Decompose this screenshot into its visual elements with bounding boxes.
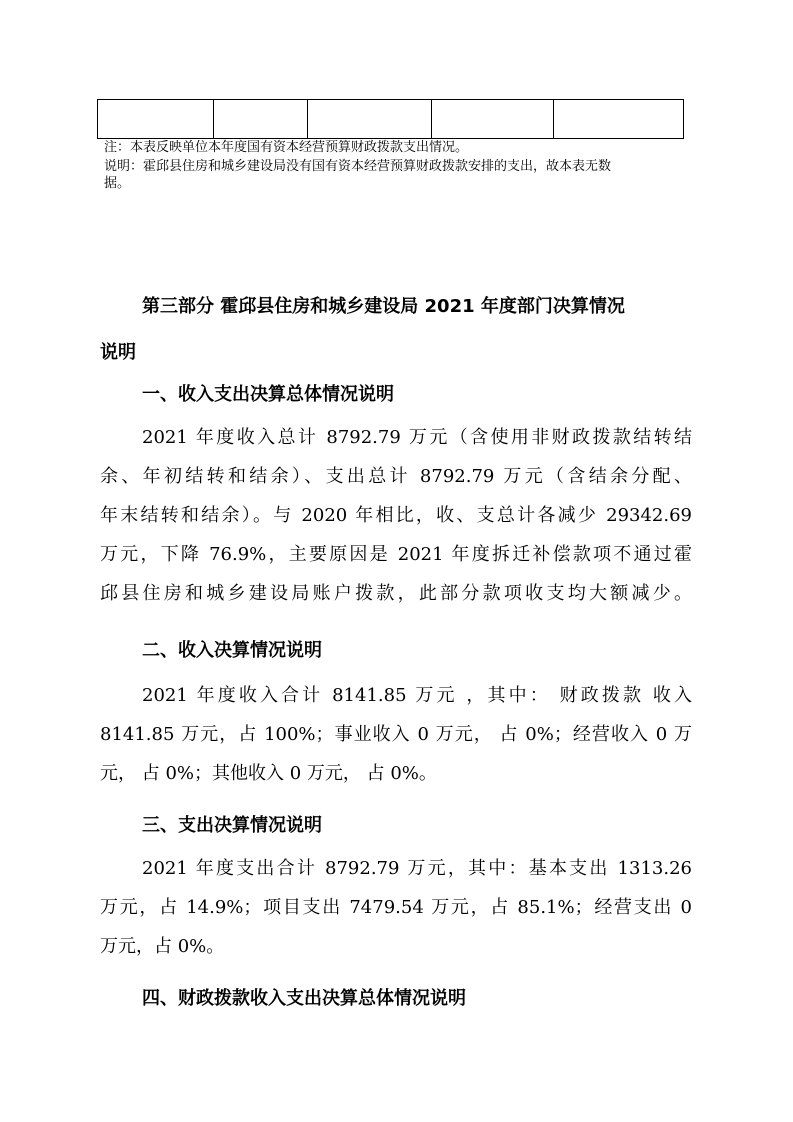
table-explanation-line-1: 说明：霍邱县住房和城乡建设局没有国有资本经营预算财政拨款安排的支出，故本表无数 (104, 159, 612, 174)
table-cell (214, 100, 308, 138)
part-title-line-2: 说明 (100, 342, 136, 363)
part-title-line-1: 第三部分 霍邱县住房和城乡建设局 2021 年度部门决算情况 (142, 296, 625, 317)
section-heading: 一、收入支出决算总体情况说明 (142, 384, 394, 405)
section-heading: 四、财政拨款收入支出决算总体情况说明 (142, 988, 466, 1009)
table-note: 注：本表反映单位本年度国有资本经营预算财政拨款支出情况。 (104, 140, 469, 155)
paragraph-line: 年末结转和结余）。与 2020 年相比，收、支总计各减少 29342.69 (100, 505, 692, 526)
table-cell (432, 100, 554, 138)
section-paragraph (100, 418, 692, 613)
paragraph-line: 元， 占 0%；其他收入 0 万元， 占 0%。 (100, 763, 437, 784)
paragraph-line: 2021 年度收入合计 8141.85 万元 ，其中： 财政拨款 收入 (142, 685, 692, 706)
paragraph-line: 万元，下降 76.9%，主要原因是 2021 年度拆迁补偿款项不通过霍 (100, 544, 692, 565)
paragraph-line: 2021 年度收入总计 8792.79 万元（含使用非财政拨款结转结 (142, 427, 692, 448)
paragraph-line: 余、年初结转和结余）、支出总计 8792.79 万元（含结余分配、 (100, 466, 692, 487)
paragraph-line: 万元，占 0%。 (100, 936, 225, 957)
paragraph-line: 万元，占 14.9%；项目支出 7479.54 万元，占 85.1%；经营支出 0 (100, 897, 692, 918)
paragraph-line: 邱县住房和城乡建设局账户拨款，此部分款项收支均大额减少。 (100, 583, 692, 604)
section-heading: 二、收入决算情况说明 (142, 640, 322, 661)
empty-table-row (97, 99, 684, 139)
paragraph-line: 2021 年度支出合计 8792.79 万元，其中：基本支出 1313.26 (142, 858, 692, 879)
table-cell (98, 100, 214, 138)
paragraph-line: 8141.85 万元，占 100%；事业收入 0 万元， 占 0%；经营收入 0 万 (100, 724, 692, 745)
section-paragraph (100, 676, 692, 793)
section-paragraph (100, 849, 692, 966)
table-cell (308, 100, 432, 138)
table-explanation-line-2: 据。 (104, 176, 131, 191)
table-cell (554, 100, 683, 138)
section-heading: 三、支出决算情况说明 (142, 815, 322, 836)
